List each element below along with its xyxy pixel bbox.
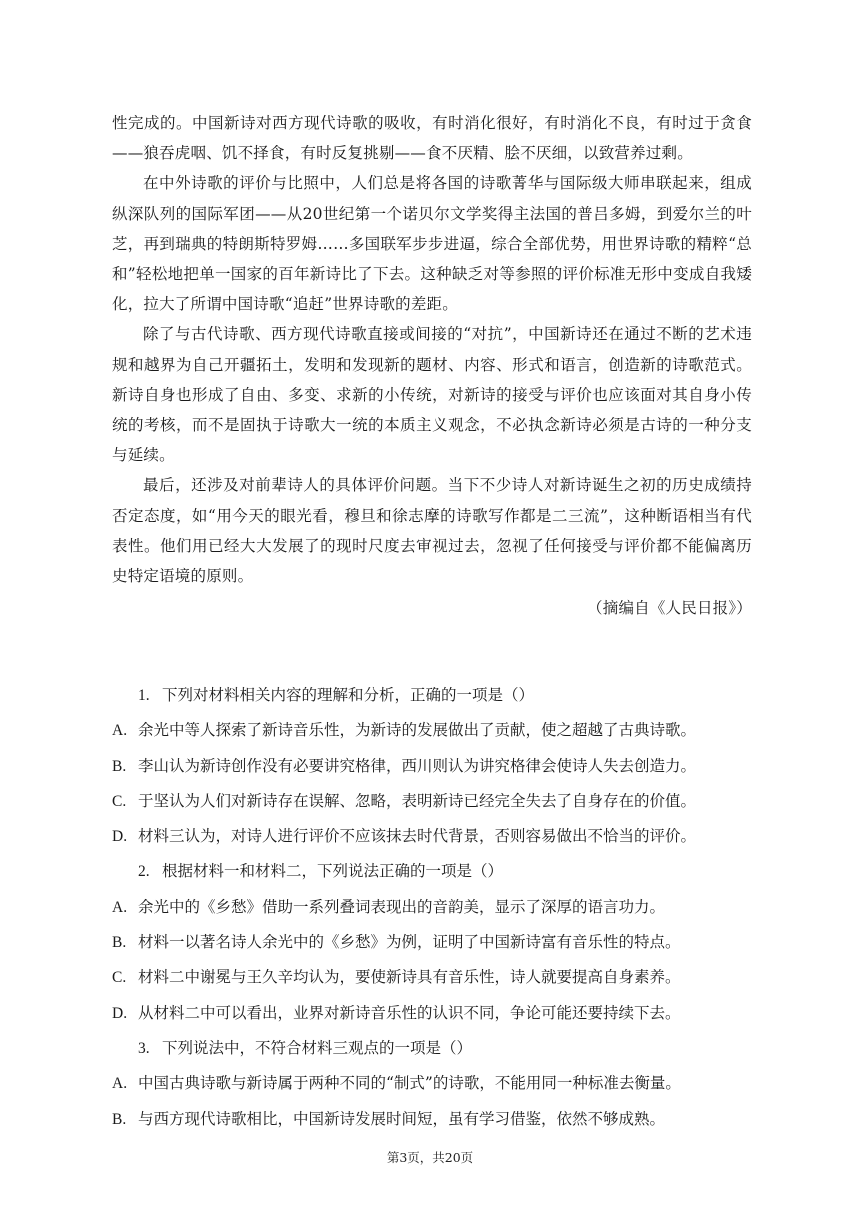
option-text: 余光中等人探索了新诗音乐性，为新诗的发展做出了贡献，使之超越了古典诗歌。: [138, 721, 697, 740]
question-1-option-a: [112, 713, 752, 748]
question-text: 根据材料一和材料二，下列说法正确的一项是（）: [162, 862, 504, 881]
question-2-option-b: [112, 925, 752, 960]
question-number: 3.: [138, 1039, 150, 1057]
question-number: 1.: [138, 687, 150, 704]
option-letter: B.: [112, 1110, 127, 1128]
option-text: 材料二中谢冕与王久辛均认为，要使新诗具有音乐性，诗人就要提高自身素养。: [138, 968, 681, 987]
question-1-option-b: [112, 749, 752, 784]
option-text: 于坚认为人们对新诗存在误解、忽略，表明新诗已经完全失去了自身存在的价值。: [138, 791, 697, 810]
passage-paragraph-4: 最后，还涉及对前辈诗人的具体评价问题。当下不少诗人对新诗诞生之初的历史成绩持否定态度，如“用今天的眼光看，穆旦和徐志摩的诗歌写作都是二三流”，这种断语相当有代表性。他们用已经大大发展了的现时尺度去审视过去，忽视了任何接受与评价都不能偏离历史特定语境的原则。: [112, 476, 752, 586]
question-3-stem: [112, 1031, 752, 1066]
passage-source: （摘编自《人民日报》）: [587, 599, 752, 618]
option-letter: B.: [112, 934, 127, 952]
question-2-option-a: [112, 890, 752, 925]
option-text: 材料三认为，对诗人进行评价不应该抹去时代背景，否则容易做出不恰当的评价。: [138, 827, 697, 846]
reading-passage: [112, 108, 752, 623]
passage-paragraph-3: 除了与古代诗歌、西方现代诗歌直接或间接的“对抗”，中国新诗还在通过不断的艺术违规和越界为自己开疆拓土，发明和发现新的题材、内容、形式和语言，创造新的诗歌范式。新诗自身也形成了自由、多变、求新的小传统，对新诗的接受与评价也应该面对其自身小传统的考核，而不是固执于诗歌大一统的本质主义观念，不必执念新诗必须是古诗的一种分支与延续。: [112, 325, 752, 465]
passage-paragraph-2: 在中外诗歌的评价与比照中，人们总是将各国的诗歌菁华与国际级大师串联起来，组成纵深队列的国际军团——从20世纪第一个诺贝尔文学奖得主法国的普吕多姆，到爱尔兰的叶芝，再到瑞典的特朗斯特罗姆……多国联军步步进逼，综合全部优势，用世界诗歌的精粹“总和”轻松地把单一国家的百年新诗比了下去。这种缺乏对等参照的评价标准无形中变成自我矮化，拉大了所谓中国诗歌“追赶”世界诗歌的差距。: [112, 174, 752, 314]
question-3-option-b: [112, 1102, 752, 1137]
question-2-option-c: [112, 960, 752, 995]
question-3-option-a: [112, 1066, 752, 1101]
question-text: 下列说法中，不符合材料三观点的一项是（）: [162, 1038, 473, 1057]
option-letter: C.: [112, 969, 127, 987]
option-text: 余光中的《乡愁》借助一系列叠词表现出的音韵美，显示了深厚的语言功力。: [138, 897, 666, 916]
passage-paragraph-1: 性完成的。中国新诗对西方现代诗歌的吸收，有时消化很好，有时消化不良，有时过于贪食——狼吞虎咽、饥不择食，有时反复挑剔——食不厌精、脍不厌细，以致营养过剩。: [112, 114, 752, 163]
option-letter: D.: [112, 1004, 128, 1022]
option-letter: B.: [112, 757, 127, 775]
question-1-option-d: [112, 819, 752, 854]
question-text: 下列对材料相关内容的理解和分析，正确的一项是（）: [162, 686, 535, 704]
option-letter: A.: [112, 898, 128, 916]
question-1-stem: [112, 678, 752, 713]
option-text: 与西方现代诗歌相比，中国新诗发展时间短，虽有学习借鉴，依然不够成熟。: [138, 1109, 666, 1128]
page-number: 第3页，共20页: [386, 1150, 474, 1165]
option-text: 李山认为新诗创作没有必要讲究格律，西川则认为讲究格律会使诗人失去创造力。: [138, 756, 697, 775]
option-text: 中国古典诗歌与新诗属于两种不同的“制式”的诗歌，不能用同一种标准去衡量。: [138, 1074, 681, 1093]
question-number: 2.: [138, 863, 150, 881]
question-1-option-c: [112, 784, 752, 819]
question-list: [112, 678, 752, 1137]
option-letter: C.: [112, 792, 127, 810]
page-footer: [0, 1148, 860, 1166]
question-2-stem: [112, 854, 752, 889]
option-letter: A.: [112, 722, 128, 740]
question-2-option-d: [112, 996, 752, 1031]
option-text: 从材料二中可以看出，业界对新诗音乐性的认识不同，争论可能还要持续下去。: [138, 1003, 681, 1022]
option-letter: D.: [112, 828, 128, 846]
option-letter: A.: [112, 1075, 128, 1093]
option-text: 材料一以著名诗人余光中的《乡愁》为例，证明了中国新诗富有音乐性的特点。: [138, 933, 681, 952]
